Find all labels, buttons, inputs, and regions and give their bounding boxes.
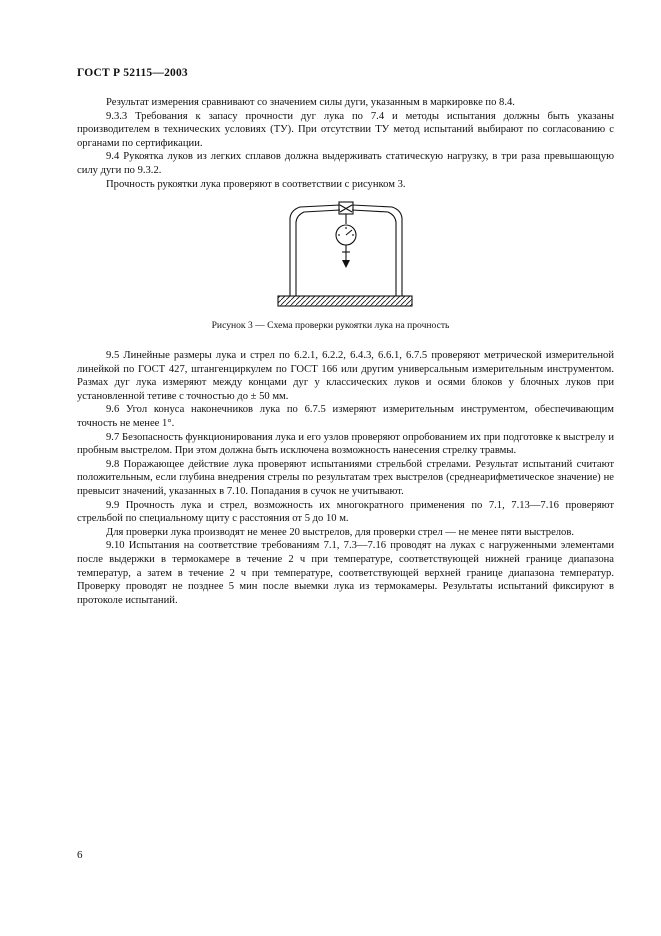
- paragraph: Для проверки лука производят не менее 20 выстрелов, для проверки стрел — не менее пяти выстрелов.: [106, 526, 575, 538]
- figure-caption: Рисунок 3 — Схема проверки рукоятки лука на прочность: [211, 320, 450, 331]
- page-number: 6: [77, 849, 83, 861]
- paragraph: 9.7 Безопасность функционирования лука и его узлов проверяют опробованием их при подготовке к выстрелу и пробным выстрелом. При этом должна быть исключена возможность нанесения стрелку травмы.: [77, 431, 614, 457]
- base-plate: [278, 296, 412, 306]
- paragraph: 9.6 Угол конуса наконечников лука по 6.7.5 измеряют измерительным инструментом, обеспечивающим точность не менее 1°.: [77, 404, 614, 429]
- paragraph: 9.3.3 Требования к запасу прочности дуг лука по 7.4 и методы испытания должны быть указаны производителем в технических условиях (ТУ). При отсутствии ТУ метод испытаний выбирают по согласованию с органами по сертификации.: [77, 110, 614, 149]
- handle-strength-test-diagram: [276, 200, 416, 312]
- text-block-top: [77, 96, 614, 191]
- paragraph: 9.10 Испытания на соответствие требованиям 7.1, 7.3—7.16 проводят на луках с нагруженными элементами после выдержки в термокамере в течение 2 ч при температуре, соответствующей нижней границе диапазона температур, а затем в течение 2 ч при температуре, соответствующей верхней границе диапазона температур. Проверку проводят не позднее 5 мин после выемки лука из термокамеры. Результаты испытаний фиксируют в протоколе испытаний.: [77, 540, 614, 606]
- paragraph: 9.4 Рукоятка луков из легких сплавов должна выдерживать статическую нагрузку, в три раза превышающую силу дуги по 9.3.2.: [77, 151, 614, 176]
- paragraph: Результат измерения сравнивают со значением силы дуги, указанным в маркировке по 8.4.: [106, 97, 515, 108]
- paragraph: 9.9 Прочность лука и стрел, возможность их многократного применения по 7.1, 7.13—7.16 проверяют стрельбой по специальному щиту с расстояния от 5 до 10 м.: [77, 499, 614, 525]
- load-arrow: [342, 260, 350, 268]
- paragraph: 9.8 Поражающее действие лука проверяют испытаниями стрельбой стрелами. Результат испытаний считают положительным, если глубина внедрения стрелы по результатам трех выстрелов (среднеарифметическое значение) не превысит значений, указанных в 7.10. Попадания в сучок не учитывают.: [77, 458, 614, 497]
- document-header: ГОСТ Р 52115—2003: [77, 67, 188, 79]
- paragraph: Прочность рукоятки лука проверяют в соответствии с рисунком 3.: [106, 178, 406, 190]
- text-block-main: [77, 349, 614, 607]
- paragraph: 9.5 Линейные размеры лука и стрел по 6.2.1, 6.2.2, 6.4.3, 6.6.1, 6.7.5 проверяют метрической измерительной линейкой по ГОСТ 427, штангенциркулем по ГОСТ 166 или другим универсальным измерительным инструментом. Размах дуг лука измеряют между концами дуг у классических луков и осями блоков у блочных луков при установленной тетиве с точностью до ± 50 мм.: [77, 350, 614, 402]
